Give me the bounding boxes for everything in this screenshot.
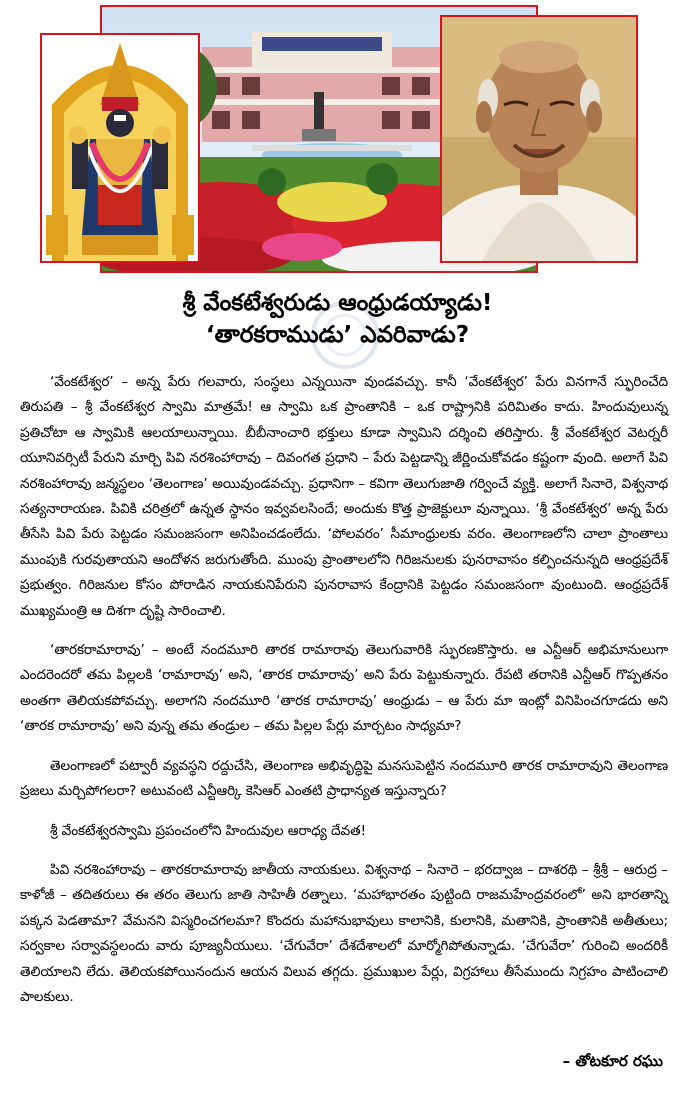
article-paragraph-2: ‘తారకరామారావు’ – అంటే నందమూరి తారక రామారావు తెలుగువారికి స్ఫురణకొస్తారు. ఆ ఎన్టీఆర్ అభిమానులుగా ఎందరెందరో తమ పిల్లలకి ‘రామారావు’ అని, ‘తారక రామారావు’ అని పేరు పెట్టుకున్నారు. రేపటి తరానికి ఎన్టీఆర్ గొప్పతనం అంతగా తెలియకపోవచ్చు. అలాగని నందమూరి ‘తారక రామారావు’ ఆంధ్రుడు – ఆ పేరు మా ఇంట్లో వినిపించగూడదు అని ‘తారక రామారావు’ అని వున్న తమ తండ్రుల – తమ పిల్లల పేర్లు మార్చటం సాధ్యమా?	[20, 642, 668, 735]
author-signature: – తోటకూర రఘు	[562, 1052, 663, 1070]
headline-line-2: ‘తారకరాముడు’ ఎవరివాడు?	[205, 322, 470, 348]
article-paragraph-3: తెలంగాణలో పట్వారీ వ్యవస్థని రద్దుచేసి, తెలంగాణ అభివృద్ధిపై మనసుపెట్టిన నందమూరి తారక రామారావుని తెలంగాణ ప్రజలు మర్చిపోగలరా? అటువంటి ఎన్టీఆర్కి కెసిఆర్ ఎంతటి ప్రాధాన్యత ఇస్తున్నారు?	[20, 757, 668, 800]
article-paragraph-5: పివి నరశింహారావు – తారకరామారావు జాతీయ నాయకులు. విశ్వనాథ – సినారె – భరద్వాజ – దాశరథి – శ్రీశ్రీ – ఆరుద్ర – కాళోజీ – తదితరులు ఈ తరం తెలుగు జాతి సాహితీ రత్నాలు. ‘మహాభారతం పుట్టింది రాజమహేంద్రవరంలో’ అని భారతాన్ని పక్కన పెడతామా? వేమనని విస్మరించగలమా? కొందరు మహానుభావులు కాలానికి, కులానికి, మతానికి, ప్రాంతానికి అతీతులు; సర్వకాల సర్వావస్థలందు వారు పూజ్యనీయులు. ‘చేగువేరా’ దేశదేశాలలో మార్మోగిపోతున్నాడు. ‘చేగువేరా’ గురించి అందరికీ తెలియాలని లేదు. తెలియకపోయినందున ఆయన విలువ తగ్గదు. ప్రముఖుల పేర్లు, విగ్రహాలు తీసేముందు నిగ్రహం పాటించాలి పాలకులు.	[20, 861, 668, 1005]
article-body	[20, 370, 668, 1024]
article-paragraph-1: ‘వేంకటేశ్వర’ – అన్న పేరు గలవారు, సంస్థలు ఎన్నయినా వుండవచ్చు. కానీ ‘వేంకటేశ్వర’ పేరు వినగానే స్ఫురించేది తిరుపతి – శ్రీ వేంకటేశ్వర స్వామి మాత్రమే! ఆ స్వామి ఒక ప్రాంతానికి – ఒక రాష్ట్రానికి పరిమితం కాదు. హిందువులున్న ప్రతిచోటా ఆ స్వామికి ఆలయాలున్నాయి. బీబీనాంచారి భక్తులు కూడా స్వామిని దర్శించి తరిస్తారు. శ్రీ వేంకటేశ్వర వెటర్నరీ యూనివర్సిటీ పేరుని మార్చి పివి నరశింహారావు – దివంగత ప్రధాని – పేరు పెట్టడాన్ని జీర్ణించుకోవడం కష్టంగా వుంది. అలాగే పివి నరశింహారావు జన్మస్థలం ‘తెలంగాణ’ అయివుండవచ్చు. ప్రధానిగా – కవిగా తెలుగుజాతి గర్వించే వ్యక్తి. అలాగే సినారె, విశ్వనాథ సత్యనారాయణ. పివికి చరిత్రలో ఉన్నత స్థానం ఇవ్వవలసిందే; అందుకు కొత్త ప్రాజెక్టులూ వున్నాయి. ‘శ్రీ వేంకటేశ్వర’ అన్న పేరు తీసేసి పివి పేరు పెట్టడం సమంజసంగా అనిపించడంలేదు. ‘పోలవరం’ సీమాంధ్రులకు వరం. తెలంగాణలోని చాలా ప్రాంతాలు ముంపుకి గురవుతాయని ఆందోళన జరుగుతోంది. ముంపు ప్రాంతాలలోని గిరిజనులకు పునరావాసం కల్పించనున్నది ఆంధ్రప్రదేశ్ ప్రభుత్వం. గిరిజనుల కోసం పోరాడిన నాయకునిపేరుని పునరావాస కేంద్రానికి పెట్టడం సమంజసంగా వుంటుంది. ఆంధ్రప్రదేశ్ ముఖ్యమంత్రి ఆ దిశగా దృష్టి సారించాలి.	[20, 374, 668, 619]
pv-narasimha-rao-portrait	[440, 15, 638, 263]
portrait-illustration	[442, 17, 636, 261]
headline-line-1: శ్రీ వేంకటేశ్వరుడు ఆంధ్రుడయ్యాడు!	[182, 290, 493, 316]
deity-illustration	[42, 35, 198, 261]
article-paragraph-4: శ్రీ వేంకటేశ్వరస్వామి ప్రపంచంలోని హిందువుల ఆరాధ్య దేవత!	[50, 822, 366, 839]
header-collage	[0, 0, 675, 285]
lord-venkateswara-image	[40, 33, 200, 263]
